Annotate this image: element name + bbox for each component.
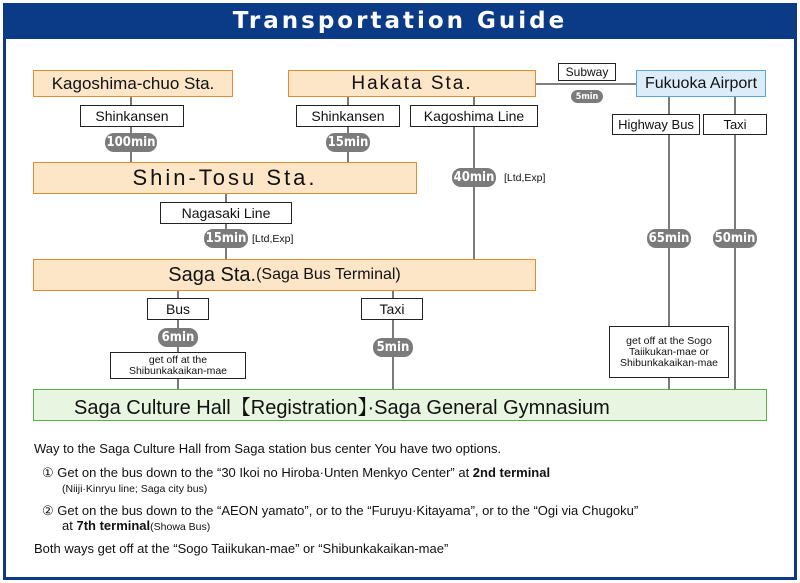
option-1-terminal: 2nd terminal xyxy=(472,465,551,480)
mode-bus: Bus xyxy=(147,298,209,320)
duration-saga-taxi: 5min xyxy=(373,338,413,357)
duration-bus: 6min xyxy=(158,328,198,347)
station-shin-tosu: Shin-Tosu Sta. xyxy=(33,162,417,194)
nagasaki-line-ltd-exp: [Ltd,Exp] xyxy=(252,233,294,245)
option-2-at: at xyxy=(62,518,77,533)
duration-kagoshima-shinkansen: 100min xyxy=(106,135,156,150)
mode-taxi-airport: Taxi xyxy=(703,114,767,135)
option-1 xyxy=(42,465,550,481)
duration-airport-taxi: 50min xyxy=(714,231,756,246)
station-kagoshima-chuo: Kagoshima-chuo Sta. xyxy=(33,70,233,97)
destination-saga-culture-hall: Saga Culture Hall【Registration】·Saga General Gymnasium xyxy=(33,389,767,421)
option-2-text: Get on the bus down to the “AEON yamato”, or to the “Furuyu·Kitayama”, or to the “Ogi via Chugoku” xyxy=(57,503,639,518)
note-highway-getoff: get off at the Sogo Taiikukan-mae or Shibunkakaikan-mae xyxy=(609,326,729,378)
duration-nagasaki-line: 15min xyxy=(205,231,247,246)
station-hakata: Hakata Sta. xyxy=(288,70,536,97)
option-2-sub: (Showa Bus) xyxy=(150,521,211,533)
duration-kagoshima-line: 40min xyxy=(453,170,495,185)
station-fukuoka-airport: Fukuoka Airport xyxy=(636,70,766,97)
mode-subway: Subway xyxy=(558,63,616,81)
mode-shinkansen-kagoshima: Shinkansen xyxy=(80,105,184,127)
option-2-number: ② xyxy=(42,503,54,518)
duration-subway: 5min xyxy=(571,90,603,103)
option-2 xyxy=(42,503,638,519)
option-1-text: Get on the bus down to the “30 Ikoi no Hiroba·Unten Menkyo Center” at xyxy=(57,465,473,480)
station-saga: Saga Sta. (Saga Bus Terminal) xyxy=(33,259,536,291)
mode-kagoshima-line: Kagoshima Line xyxy=(410,105,538,127)
page-title: Transportation Guide xyxy=(3,3,797,39)
option-1-number: ① xyxy=(42,465,54,480)
option-1-sub: (Niiji·Kinryu line; Saga city bus) xyxy=(62,483,208,495)
info-intro: Way to the Saga Culture Hall from Saga station bus center You have two options. xyxy=(34,441,502,456)
duration-highway-bus: 65min xyxy=(648,231,690,246)
mode-shinkansen-hakata: Shinkansen xyxy=(296,105,400,127)
kagoshima-line-ltd-exp: [Ltd,Exp] xyxy=(504,172,546,184)
option-2-line2 xyxy=(62,518,210,533)
mode-taxi-saga: Taxi xyxy=(361,298,423,320)
note-bus-getoff: get off at the Shibunkakaikan-mae xyxy=(110,352,246,379)
info-footer: Both ways get off at the “Sogo Taiikukan-mae” or “Shibunkakaikan-mae” xyxy=(34,541,449,556)
duration-hakata-shinkansen: 15min xyxy=(327,135,369,150)
mode-highway-bus: Highway Bus xyxy=(612,114,700,135)
mode-nagasaki-line: Nagasaki Line xyxy=(160,202,292,224)
option-2-terminal: 7th terminal xyxy=(76,518,151,533)
saga-bus-terminal-label: (Saga Bus Terminal) xyxy=(256,266,401,283)
